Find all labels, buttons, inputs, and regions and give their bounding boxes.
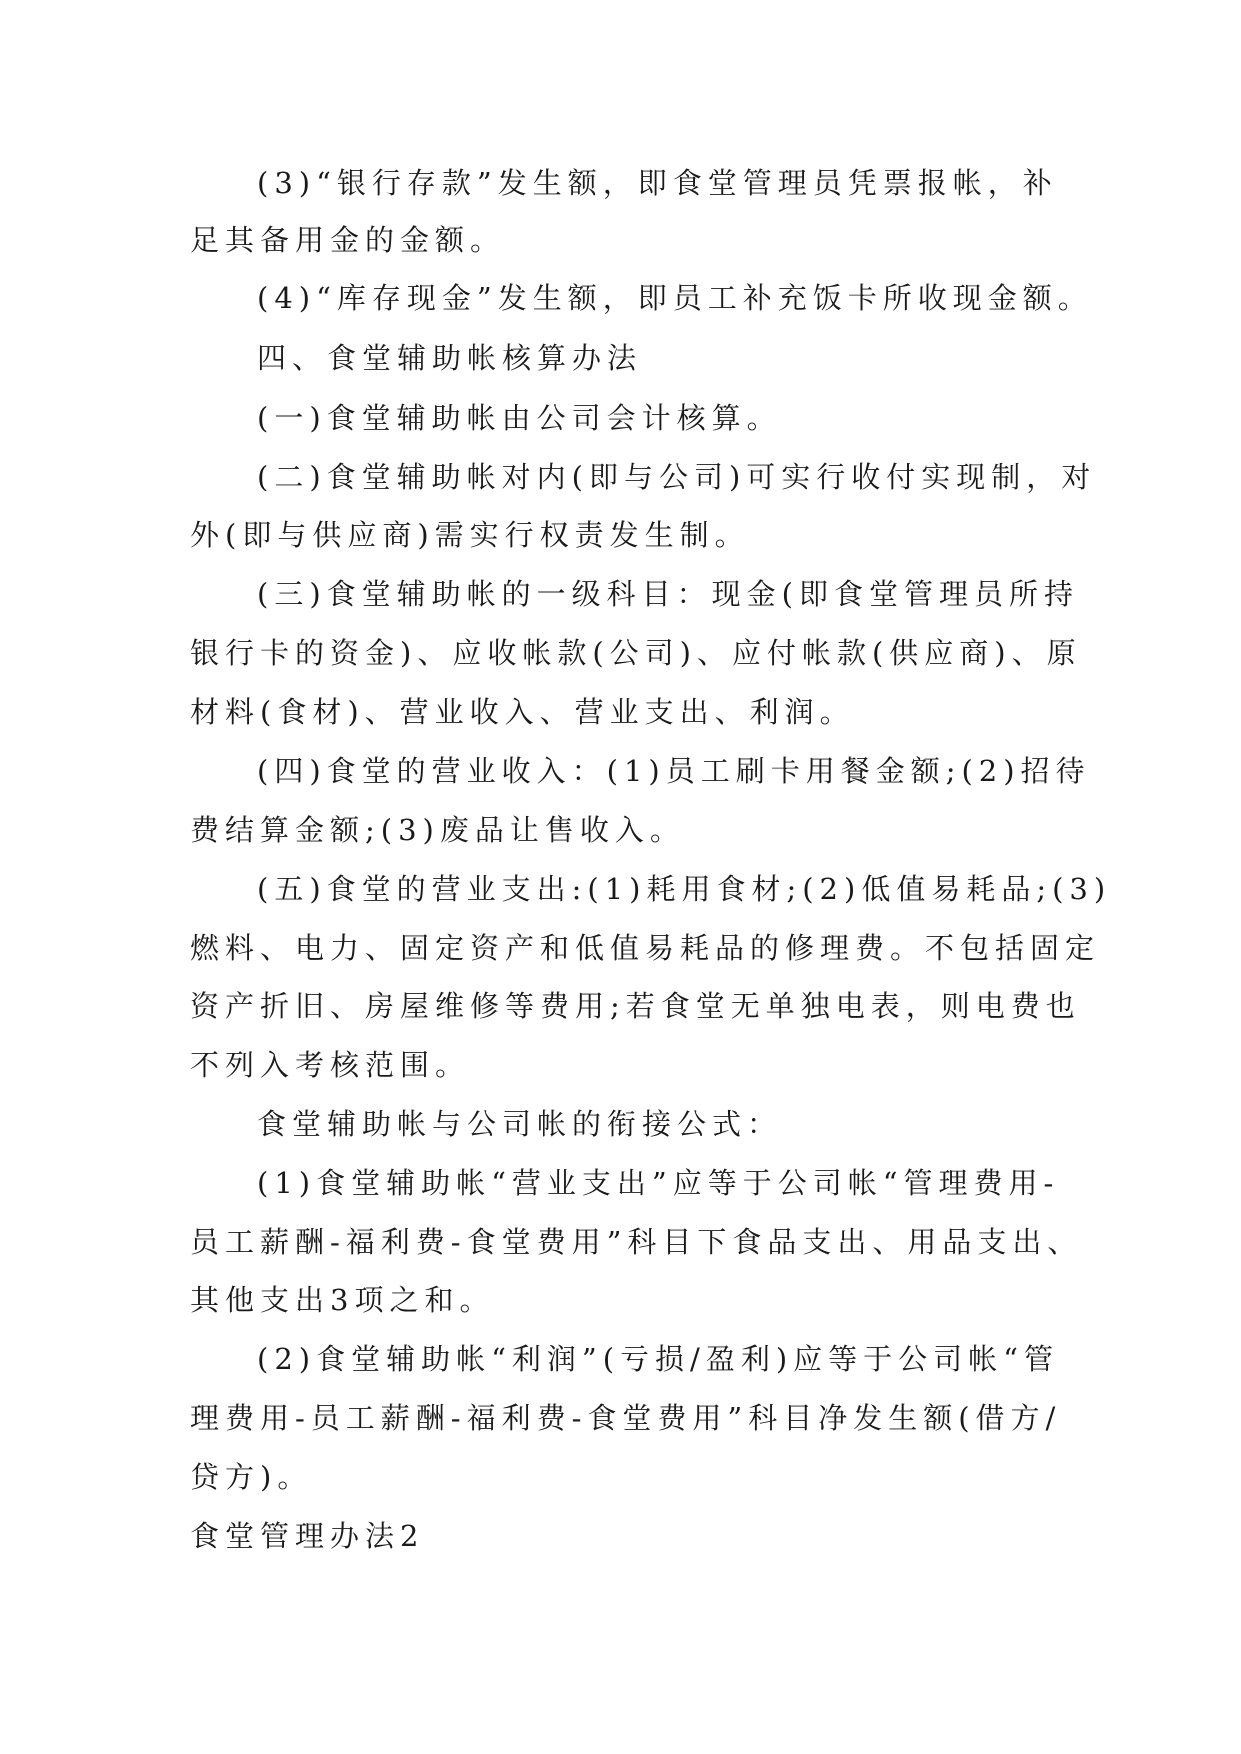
paragraph-line: 其他支出3项之和。 [190,1283,495,1317]
paragraph-line: 员工薪酬-福利费-食堂费用”科目下食品支出、用品支出、 [190,1225,1083,1259]
paragraph-line: 足其备用金的金额。 [190,223,506,257]
paragraph-line: 资产折旧、房屋维修等费用;若食堂无单独电表，则电费也 [190,989,1081,1023]
paragraph-line: (3)“银行存款”发生额，即食堂管理员凭票报帐，补 [257,166,1058,200]
paragraph-line: (4)“库存现金”发生额，即员工补充饭卡所收现金额。 [257,281,1093,315]
document-title: 食堂管理办法2 [190,1519,425,1553]
paragraph-line: 食堂辅助帐与公司帐的衔接公式： [257,1107,783,1141]
section-heading: 四、食堂辅助帐核算办法 [257,341,643,375]
paragraph-line: (1)食堂辅助帐“营业支出”应等于公司帐“管理费用- [257,1166,1060,1200]
paragraph-line: 不列入考核范围。 [190,1048,471,1082]
paragraph-line: (五)食堂的营业支出:(1)耗用食材;(2)低值易耗品;(3) [257,872,1112,906]
paragraph-line: 银行卡的资金)、应收帐款(公司)、应付帐款(供应商)、原 [190,636,1082,670]
paragraph-line: (2)食堂辅助帐“利润”(亏损/盈利)应等于公司帐“管 [257,1342,1059,1376]
paragraph-line: (二)食堂辅助帐对内(即与公司)可实行收付实现制，对 [257,460,1097,494]
paragraph-line: 外(即与供应商)需实行权责发生制。 [190,518,750,552]
paragraph-line: (三)食堂辅助帐的一级科目：现金(即食堂管理员所持 [257,577,1079,611]
paragraph-line: 理费用-员工薪酬-福利费-食堂费用”科目净发生额(借方/ [190,1401,1062,1435]
paragraph-line: (四)食堂的营业收入：(1)员工刷卡用餐金额;(2)招待 [257,754,1091,788]
paragraph-line: 燃料、电力、固定资产和低值易耗品的修理费。不包括固定 [190,931,1101,965]
paragraph-line: 费结算金额;(3)废品让售收入。 [190,813,685,847]
paragraph-line: 贷方)。 [190,1460,313,1494]
paragraph-line: 材料(食材)、营业收入、营业支出、利润。 [190,695,855,729]
paragraph-line: (一)食堂辅助帐由公司会计核算。 [257,401,782,435]
